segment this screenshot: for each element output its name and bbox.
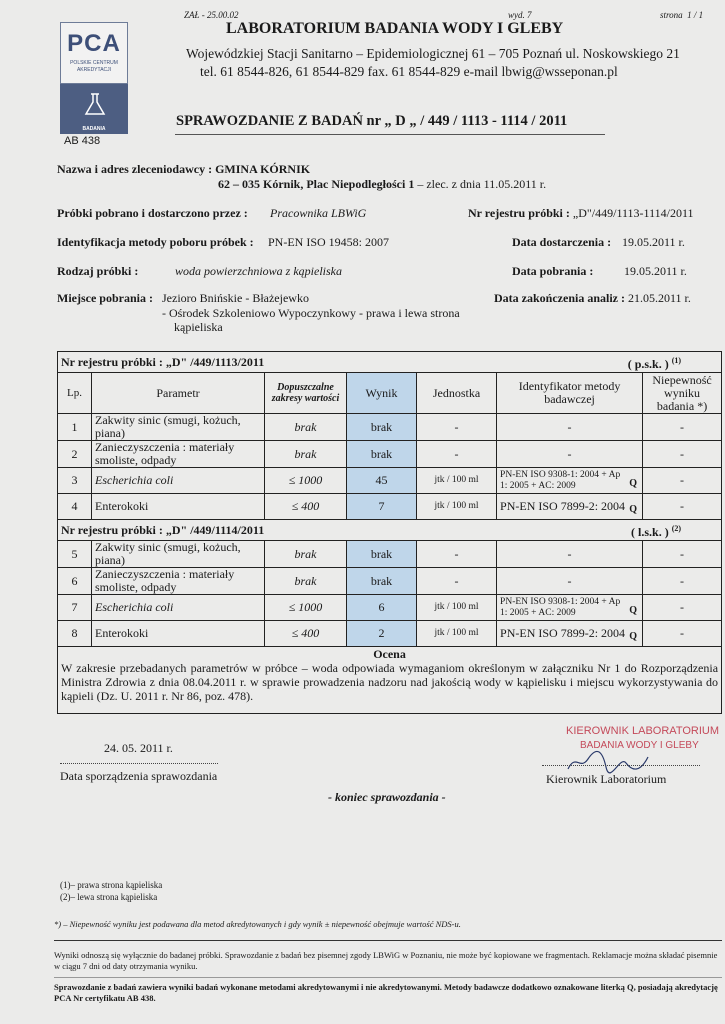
cell-lp: 1 xyxy=(58,414,92,441)
cell-lp: 3 xyxy=(58,468,92,494)
cell-limit: brak xyxy=(265,441,347,468)
cell-uncert: - xyxy=(643,541,722,568)
page-label: strona 1 / 1 xyxy=(660,10,704,20)
cell-uncert: - xyxy=(643,468,722,494)
lab-name: LABORATORIUM BADANIA WODY I GLEBY xyxy=(226,20,564,37)
col-lp: Lp. xyxy=(58,373,92,414)
flask-icon xyxy=(82,92,108,118)
pca-logo-text: PCA xyxy=(67,30,121,57)
cell-lp: 8 xyxy=(58,621,92,647)
cell-uncert: - xyxy=(643,441,722,468)
section-side: ( p.s.k. ) $^{(1)}$ xyxy=(497,352,722,373)
cell-param: Escherichia coli xyxy=(92,468,265,494)
cell-method-q: Q xyxy=(629,631,638,642)
assessment-text: W zakresie przebadanych parametrów w próbce – woda odpowiada wymaganiom określonym w załączniku Nr 1 do Rozporządzenia Ministra Zdrowia z dnia 08.04.2011 r. w sprawie prowadzenia nadzoru nad jakością wody w kąpielisku i miejscu wykorzystywania do kąpieli (Dz. U. 2011 r. Nr 86, poz. 478). xyxy=(61,661,719,703)
place-line1: Jezioro Bnińskie - Błażejewko xyxy=(162,291,309,305)
cell-limit: brak xyxy=(265,568,347,595)
cell-result: brak xyxy=(347,414,417,441)
cell-result: brak xyxy=(347,541,417,568)
sampled-by-label: Próbki pobrano i dostarczono przez : xyxy=(57,206,248,220)
table-header-row xyxy=(58,373,722,414)
cell-param: Enterokoki xyxy=(92,621,265,647)
cell-method-q: Q xyxy=(629,478,638,489)
report-date: 24. 05. 2011 r. xyxy=(104,741,173,755)
col-method: Identyfikator metody badawczej xyxy=(497,373,643,414)
pca-logo-bottom: BADANIA xyxy=(82,126,106,132)
cell-lp: 7 xyxy=(58,595,92,621)
cell-lp: 6 xyxy=(58,568,92,595)
cell-uncert: - xyxy=(643,595,722,621)
cell-unit: jtk / 100 ml xyxy=(417,494,497,520)
sample-type-label: Rodzaj próbki : xyxy=(57,264,139,278)
cell-unit: - xyxy=(417,541,497,568)
cell-method xyxy=(497,595,643,621)
cell-param: Enterokoki xyxy=(92,494,265,520)
place-line2: - Ośrodek Szkoleniowo Wypoczynkowy - prawa i lewa strona xyxy=(162,306,460,320)
cell-method xyxy=(497,414,643,441)
edition: wyd. 7 xyxy=(508,10,532,20)
cell-lp: 4 xyxy=(58,494,92,520)
cell-uncert: - xyxy=(643,568,722,595)
cell-method-text: - xyxy=(567,446,572,461)
table-row xyxy=(58,494,722,520)
cell-limit: ≤ 400 xyxy=(265,494,347,520)
footnote-accreditation: Sprawozdanie z badań zawiera wyniki badań wykonane metodami akredytowanymi i nie akredytowanymi. Metody badawcze dodatkowo oznakowane literką Q, posiadają akredytację PCA Nr certyfikatu AB 438. xyxy=(54,982,718,1003)
footer-divider-2 xyxy=(54,977,722,978)
table-row xyxy=(58,595,722,621)
cell-lp: 2 xyxy=(58,441,92,468)
cell-method-text: - xyxy=(567,573,572,588)
cell-limit: ≤ 1000 xyxy=(265,468,347,494)
lab-address: Wojewódzkiej Stacji Sanitarno – Epidemiologicznej 61 – 705 Poznań ul. Noskowskiego 21 xyxy=(186,46,680,61)
cell-param: Zanieczyszczenia : materiały smoliste, odpady xyxy=(92,568,265,595)
cell-param: Zakwity sinic (smugi, kożuch, piana) xyxy=(92,541,265,568)
cell-uncert: - xyxy=(643,414,722,441)
cell-limit: ≤ 1000 xyxy=(265,595,347,621)
cell-method-text: - xyxy=(567,419,572,434)
method-value: PN-EN ISO 19458: 2007 xyxy=(268,235,390,249)
cell-param: Zanieczyszczenia : materiały smoliste, odpady xyxy=(92,441,265,468)
stamp-line2: BADANIA WODY I GLEBY xyxy=(580,740,699,751)
cell-uncert: - xyxy=(643,494,722,520)
cell-method-text: - xyxy=(567,546,572,561)
cell-uncert: - xyxy=(643,621,722,647)
date-dots xyxy=(60,763,218,764)
results-table xyxy=(57,351,722,714)
cell-result: 45 xyxy=(347,468,417,494)
method-label: Identyfikacja metody poboru próbek : xyxy=(57,235,254,249)
head-label: Kierownik Laboratorium xyxy=(546,772,667,786)
footer-divider xyxy=(54,940,722,941)
cell-param: Escherichia coli xyxy=(92,595,265,621)
footnote-2: (2)– lewa strona kąpieliska xyxy=(60,892,158,902)
cell-limit: brak xyxy=(265,414,347,441)
sample-type-value: woda powierzchniowa z kąpieliska xyxy=(175,264,342,278)
section-label: Nr rejestru próbki : „D" /449/1113/2011 xyxy=(58,352,497,373)
cell-result: brak xyxy=(347,441,417,468)
section-header-2 xyxy=(58,520,722,541)
cell-limit: brak xyxy=(265,541,347,568)
cell-unit: jtk / 100 ml xyxy=(417,595,497,621)
accreditation-number: AB 438 xyxy=(64,135,101,147)
place-line3: kąpieliska xyxy=(174,320,223,334)
cell-method xyxy=(497,568,643,595)
title-underline xyxy=(175,134,605,135)
cell-limit: ≤ 400 xyxy=(265,621,347,647)
assessment-row xyxy=(58,647,722,714)
cell-method-q: Q xyxy=(629,605,638,616)
table-row xyxy=(58,621,722,647)
cell-unit: - xyxy=(417,414,497,441)
cell-param: Zakwity sinic (smugi, kożuch, piana) xyxy=(92,414,265,441)
sampling-date-label: Data pobrania : xyxy=(512,264,594,278)
pca-logo xyxy=(60,22,128,134)
section-label: Nr rejestru próbki : „D" /449/1114/2011 xyxy=(58,520,497,541)
lab-contact: tel. 61 8544-826, 61 8544-829 fax. 61 8544-829 e-mail lbwig@wsseponan.pl xyxy=(200,64,618,79)
delivery-label: Data dostarczenia : xyxy=(512,235,612,249)
form-code: ZAŁ - 25.00.02 xyxy=(184,10,239,20)
cell-unit: jtk / 100 ml xyxy=(417,468,497,494)
cell-method xyxy=(497,441,643,468)
col-unit: Jednostka xyxy=(417,373,497,414)
cell-method-q: Q xyxy=(629,504,638,515)
cell-method xyxy=(497,468,643,494)
cell-method xyxy=(497,494,643,520)
col-result: Wynik xyxy=(347,373,417,414)
sampling-date-value: 19.05.2011 r. xyxy=(624,264,687,278)
cell-result: 6 xyxy=(347,595,417,621)
analysis-end: Data zakończenia analiz : 21.05.2011 r. xyxy=(494,291,691,305)
report-title: SPRAWOZDANIE Z BADAŃ nr „ D „ / 449 / 1113 - 1114 / 2011 xyxy=(176,113,568,129)
col-uncert: Niepewność wyniku badania *) xyxy=(643,373,722,414)
cell-method-text: PN-EN ISO 7899-2: 2004 xyxy=(500,626,626,640)
table-row xyxy=(58,568,722,595)
cell-unit: jtk / 100 ml xyxy=(417,621,497,647)
col-param: Parametr xyxy=(92,373,265,414)
sampled-by-value: Pracownika LBWiG xyxy=(270,206,367,220)
signature-dots xyxy=(542,765,700,766)
cell-result: brak xyxy=(347,568,417,595)
assessment-title: Ocena xyxy=(373,647,406,661)
report-date-label: Data sporządzenia sprawozdania xyxy=(60,769,218,783)
cell-result: 2 xyxy=(347,621,417,647)
table-row xyxy=(58,468,722,494)
col-limit: Dopuszczalne zakresy wartości xyxy=(265,373,347,414)
place-label: Miejsce pobrania : xyxy=(57,291,153,305)
table-row xyxy=(58,541,722,568)
cell-method-text: PN-EN ISO 9308-1: 2004 + Ap 1: 2005 + AC: 2009 xyxy=(500,469,621,491)
footnote-copy: Wyniki odnoszą się wyłącznie do badanej próbki. Sprawozdanie z badań bez pisemnej zgody LBWiG w Poznaniu, nie może być kopiowane we fragmentach. Reklamacje można składać pisemnie w ciągu 7 dni od daty otrzymania wyniku. xyxy=(54,950,718,971)
client-row: Nazwa i adres zleceniodawcy : GMINA KÓRNIK xyxy=(57,162,311,176)
cell-lp: 5 xyxy=(58,541,92,568)
cell-method-text: PN-EN ISO 7899-2: 2004 xyxy=(500,499,626,513)
sample-register: Nr rejestru próbki : „D"/449/1113-1114/2011 xyxy=(468,206,694,220)
cell-method xyxy=(497,621,643,647)
cell-unit: - xyxy=(417,568,497,595)
section-side: ( l.s.k. ) $^{(2)}$ xyxy=(497,520,722,541)
client-address-row: 62 – 035 Kórnik, Plac Niepodległości 1 – zlec. z dnia 11.05.2011 r. xyxy=(218,177,547,191)
cell-method xyxy=(497,541,643,568)
footnote-uncertainty: *) – Niepewność wyniku jest podawana dla metod akredytowanych i gdy wynik ± niepewność obejmuje wartość NDS-u. xyxy=(54,919,461,929)
stamp-line1: KIEROWNIK LABORATORIUM xyxy=(566,725,720,737)
table-row xyxy=(58,441,722,468)
pca-logo-subtitle: POLSKIE CENTRUM AKREDYTACJI xyxy=(70,60,118,73)
table-row xyxy=(58,414,722,441)
cell-result: 7 xyxy=(347,494,417,520)
footnote-1: (1)– prawa strona kąpieliska xyxy=(60,880,163,890)
cell-method-text: PN-EN ISO 9308-1: 2004 + Ap 1: 2005 + AC: 2009 xyxy=(500,596,621,618)
delivery-value: 19.05.2011 r. xyxy=(622,235,685,249)
cell-unit: - xyxy=(417,441,497,468)
end-of-report: - koniec sprawozdania - xyxy=(328,790,446,804)
section-header-1 xyxy=(58,352,722,373)
